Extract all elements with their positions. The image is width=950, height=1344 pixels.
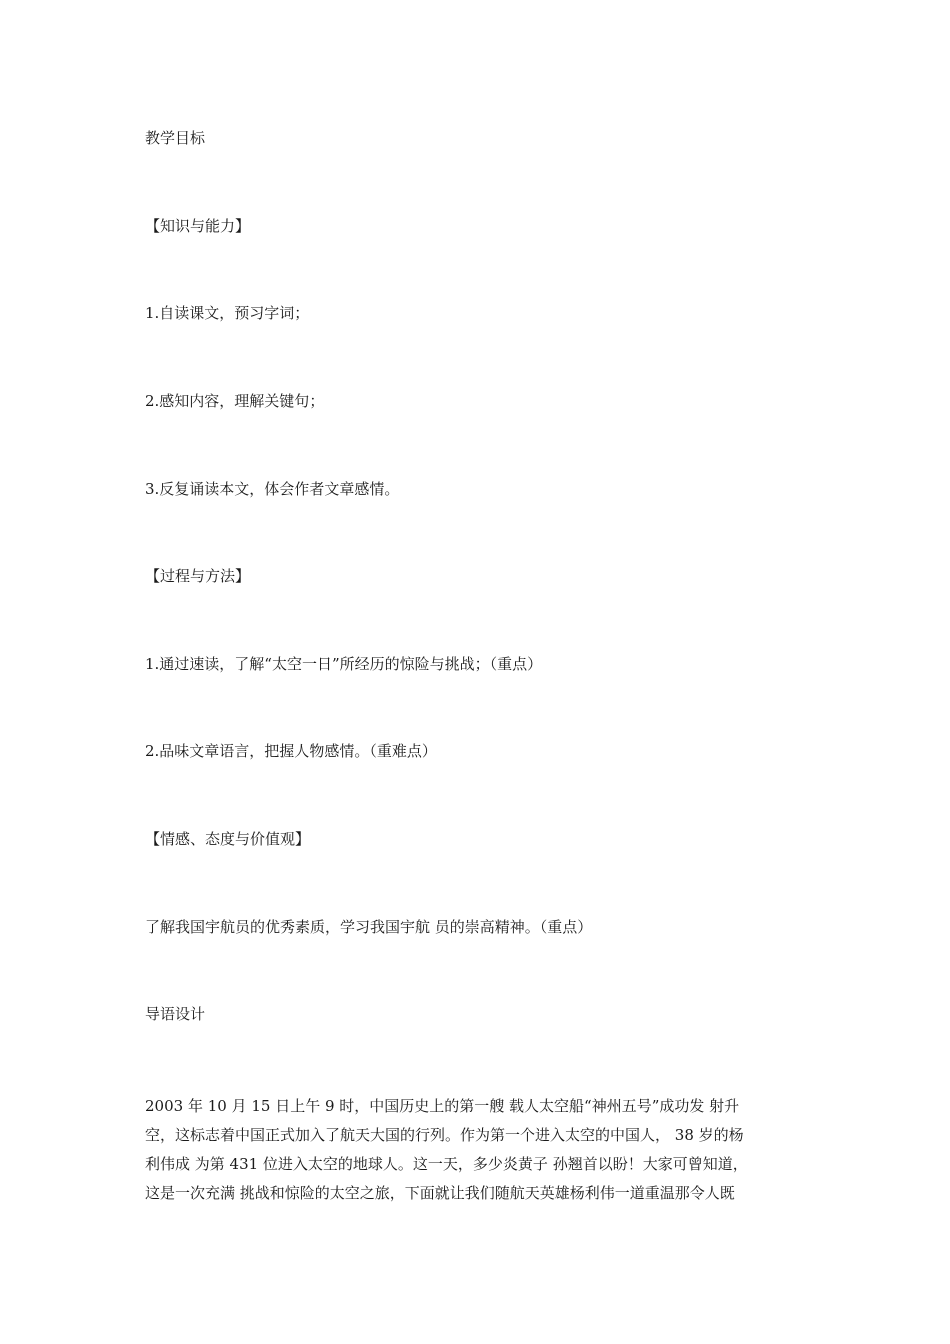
process-item: 2.品味文章语言，把握人物感情。（重难点） — [145, 742, 437, 760]
knowledge-item: 3.反复诵读本文，体会作者文章感情。 — [145, 480, 400, 498]
section-emotion-values: 【情感、态度与价值观】 — [145, 830, 311, 848]
emotion-text: 了解我国宇航员的优秀素质，学习我国宇航 员的崇高精神。（重点） — [145, 918, 593, 936]
intro-paragraph — [145, 1092, 815, 1208]
heading-teaching-objectives: 教学目标 — [145, 129, 206, 147]
process-item: 1.通过速读，了解“太空一日”所经历的惊险与挑战；（重点） — [145, 655, 543, 673]
heading-intro-design: 导语设计 — [145, 1005, 206, 1023]
intro-line: 2003 年 10 月 15 日上午 9 时，中国历史上的第一艘 载人太空船“神州五号”成功发 射升 — [145, 1097, 740, 1115]
section-process-method: 【过程与方法】 — [145, 567, 251, 585]
intro-line: 这是一次充满 挑战和惊险的太空之旅，下面就让我们随航天英雄杨利伟一道重温那令人既 — [145, 1184, 735, 1202]
intro-line: 空，这标志着中国正式加入了航天大国的行列。作为第一个进入太空的中国人， 38 岁的杨 — [145, 1126, 744, 1144]
section-knowledge-ability: 【知识与能力】 — [145, 217, 251, 235]
knowledge-item: 1.自读课文，预习字词； — [145, 304, 310, 322]
intro-line: 利伟成 为第 431 位进入太空的地球人。这一天，多少炎黄子 孙翘首以盼！大家可曾知道， — [145, 1155, 748, 1173]
knowledge-item: 2.感知内容，理解关键句； — [145, 392, 325, 410]
